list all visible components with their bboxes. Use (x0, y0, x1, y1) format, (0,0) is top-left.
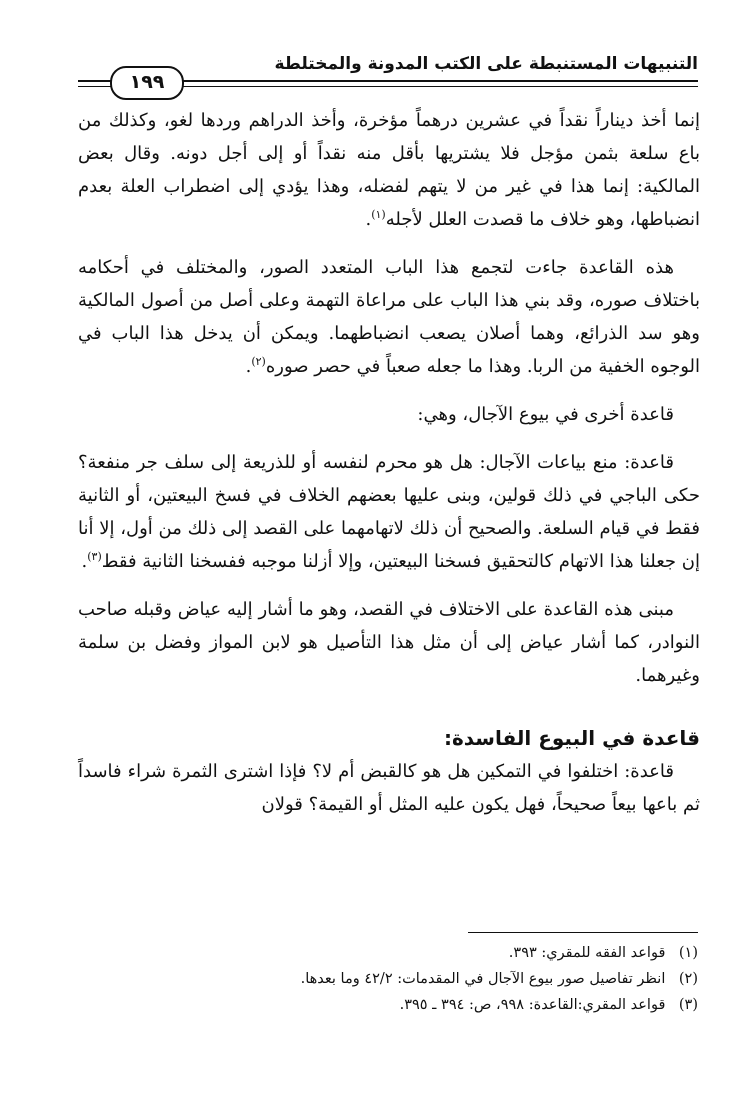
paragraph-3: قاعدة أخرى في بيوع الآجال، وهي: (417, 404, 674, 425)
footnote-ref-3[interactable]: (٣) (87, 550, 102, 563)
paragraph-4: قاعدة: منع بياعات الآجال: هل هو محرم لنفسه أو للذريعة إلى سلف جر منفعة؟ حكى الباجي في ذلك قولين، وبنى عليها بعضهم الخلاف في فسخ البيعتين، أو الثانية فقط في قيام السلعة. والصحيح أن ذلك لاتهامهما على القصد إلى ذلك من أول، إلا أنا إن جعلنا هذا الاتهام كالتحقيق فسخنا البيعتين، وإلا أزلنا موجبه ففسخنا الثانية فقط$^{(٣)}$. (78, 452, 700, 572)
footnote-text: قواعد المقري:القاعدة: ٩٩٨، ص: ٣٩٤ ـ ٣٩٥. (399, 997, 666, 1013)
paragraph-5: مبنى هذه القاعدة على الاختلاف في القصد، وهو ما أشار إليه عياض وقبله صاحب النوادر، كما أشار عياض إلى أن مثل هذا التأصيل هو لابن المواز وفضل بن سلمة وغيرهما. (78, 599, 700, 686)
paragraph-text: قاعدة: منع بياعات الآجال: هل هو محرم لنفسه أو للذريعة إلى سلف جر منفعة؟ حكى الباجي في ذلك قولين، وبنى عليها بعضهم الخلاف في فسخ البيعتين، أو الثانية فقط في قيام السلعة. والصحيح أن ذلك لاتهامهما على القصد إلى ذلك من أول، إلا أنا إن جعلنا هذا الاتهام كالتحقيق فسخنا البيعتين، وإلا أزلنا موجبه ففسخنا الثانية فقط (78, 452, 700, 572)
running-header (78, 50, 698, 94)
paragraph-1: إنما أخذ ديناراً نقداً في عشرين درهماً مؤخرة، وأخذ الدراهم وردها لغو، وكذلك من باع سلعة بثمن مؤجل فلا يشتريها بأقل منه نقداً أو إلى أجل دونه. وقال بعض المالكية: إنما هذا في غير من لا يتهم لفضله، وهذا يؤدي إلى اضطراب العلة بعدم انضباطها، وهو خلاف ما قصدت العلل لأجله$^{(١)}$. (78, 110, 700, 230)
page-number: ١٩٩ (110, 66, 184, 100)
main-text (78, 104, 700, 821)
section-paragraph: قاعدة: اختلفوا في التمكين هل هو كالقبض أم لا؟ فإذا اشترى الثمرة شراء فاسداً ثم باعها بيعاً صحيحاً، فهل يكون عليه المثل أو القيمة؟ قولان (78, 761, 700, 815)
footnote-1 (58, 940, 698, 966)
section-heading: قاعدة في البيوع الفاسدة: (443, 726, 700, 750)
paragraph-2: هذه القاعدة جاءت لتجمع هذا الباب المتعدد الصور، والمختلف في أحكامه باختلاف صوره، وقد بني هذا الباب على مراعاة التهمة وعلى أصل من أصول المالكية وهو سد الذرائع، وهما أصلان يصعب انضباطهما. ويمكن أن يدخل هذا الباب في الوجوه الخفية من الربا. وهذا ما جعله صعباً في حصر صوره$^{(٢)}$. (78, 257, 700, 377)
footnote-2 (58, 966, 698, 992)
footnote-ref-1[interactable]: (١) (371, 208, 386, 221)
footnote-text: قواعد الفقه للمقري: ٣٩٣. (508, 945, 666, 961)
paragraph-text: هذه القاعدة جاءت لتجمع هذا الباب المتعدد الصور، والمختلف في أحكامه باختلاف صوره، وقد بني هذا الباب على مراعاة التهمة وعلى أصل من أصول المالكية وهو سد الذرائع، وهما أصلان يصعب انضباطهما. ويمكن أن يدخل هذا الباب في الوجوه الخفية من الربا. وهذا ما جعله صعباً في حصر صوره (78, 257, 700, 377)
footnote-3 (58, 992, 698, 1018)
footnote-number: (٣) (678, 997, 698, 1013)
footnote-text: انظر تفاصيل صور بيوع الآجال في المقدمات: ٤٢/٢ وما بعدها. (300, 971, 666, 987)
footnote-divider (468, 932, 698, 933)
footnote-ref-2[interactable]: (٢) (251, 355, 266, 368)
paragraph-text: إنما أخذ ديناراً نقداً في عشرين درهماً مؤخرة، وأخذ الدراهم وردها لغو، وكذلك من باع سلعة بثمن مؤجل فلا يشتريها بأقل منه نقداً أو إلى أجل دونه. وقال بعض المالكية: إنما هذا في غير من لا يتهم لفضله، وهذا يؤدي إلى اضطراب العلة بعدم انضباطها، وهو خلاف ما قصدت العلل لأجله (78, 110, 700, 230)
footnotes (58, 940, 698, 1018)
footnote-number: (١) (678, 945, 698, 961)
running-title: التنبيهات المستنبطة على الكتب المدونة والمختلطة (274, 54, 698, 74)
footnote-number: (٢) (678, 971, 698, 987)
